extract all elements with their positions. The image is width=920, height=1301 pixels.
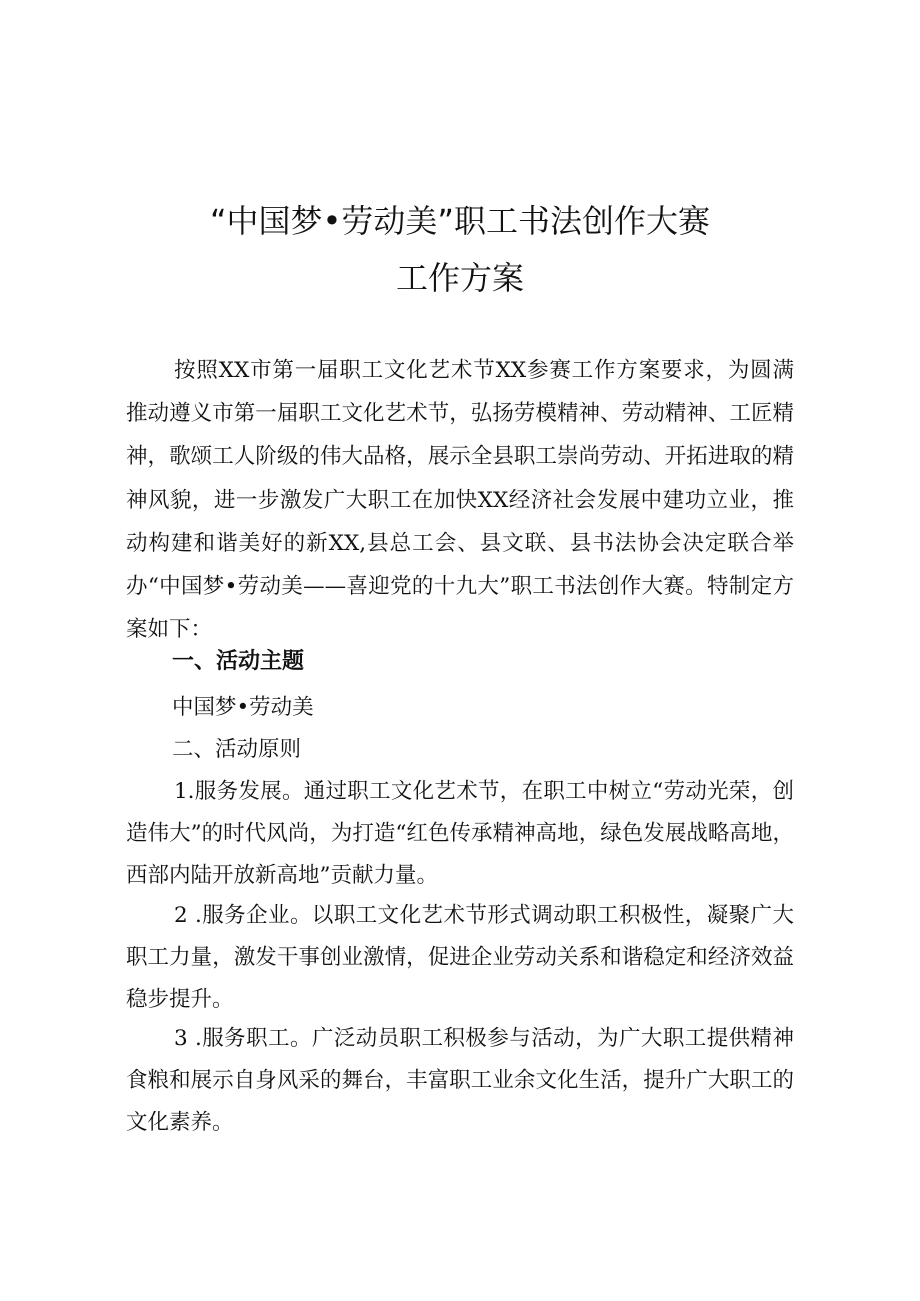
- document-subtitle: 工作方案: [395, 259, 524, 297]
- activity-theme-text: 中国梦•劳动美: [172, 695, 314, 720]
- section-heading-principles: 二、活动原则: [172, 737, 302, 762]
- document-title: “中国梦•劳动美”职工书法创作大赛: [209, 202, 711, 240]
- principle-paragraph-3: 3 .服务职工。广泛动员职工积极参与活动，为广大职工提供精神食粮和展示自身风采的舞台，丰富职工业余文化生活，提升广大职工的文化素养。: [126, 1026, 794, 1135]
- section-heading-theme: 一、活动主题: [172, 649, 305, 674]
- principle-paragraph-2: 2 .服务企业。以职工文化艺术节形式调动职工积极性，凝聚广大职工力量，激发干事创业激情，促进企业劳动关系和谐稳定和经济效益稳步提升。: [126, 903, 794, 1012]
- principle-paragraph-1: 1.服务发展。通过职工文化艺术节，在职工中树立“劳动光荣，创造伟大”的时代风尚，为打造“红色传承精神高地，绿色发展战略高地，西部内陆开放新高地”贡献力量。: [126, 779, 794, 888]
- intro-paragraph: 按照XX市第一届职工文化艺术节XX参赛工作方案要求，为圆满推动遵义市第一届职工文化艺术节，弘扬劳模精神、劳动精神、工匠精神，歌颂工人阶级的伟大品格，展示全县职工崇尚劳动、开拓进取的精神风貌，进一步激发广大职工在加快XX经济社会发展中建功立业，推动构建和谐美好的新XX,县总工会、县文联、县书法协会决定联合举办“中国梦•劳动美——喜迎党的十九大”职工书法创作大赛。特制定方案如下：: [126, 358, 794, 643]
